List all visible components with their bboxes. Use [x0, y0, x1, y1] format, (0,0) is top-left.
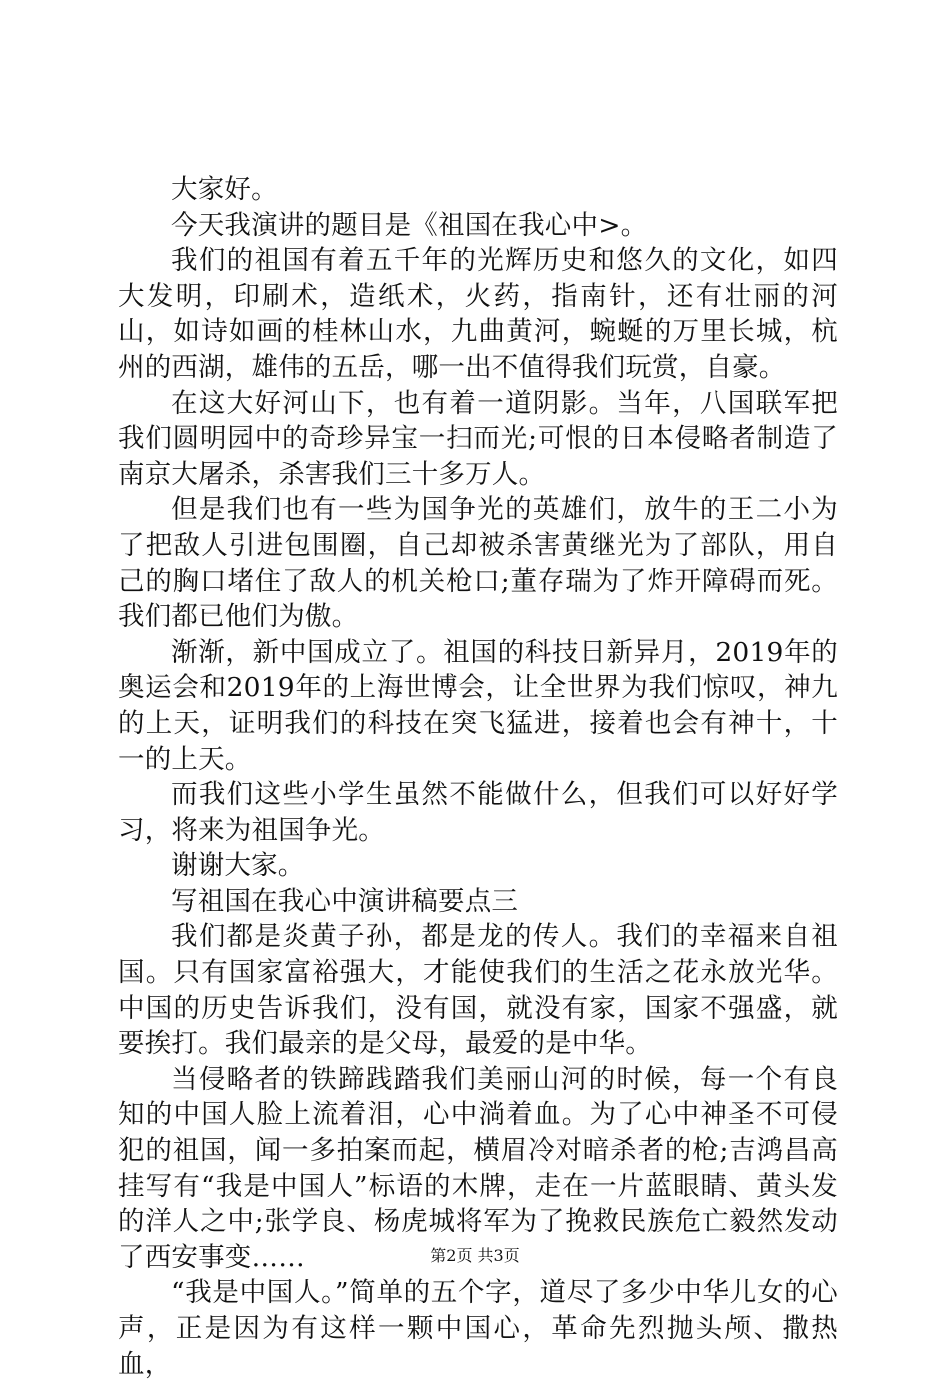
paragraph-topic: 今天我演讲的题目是《祖国在我心中>。	[171, 209, 648, 241]
paragraph-chinese-heart: “我是中国人。”简单的五个字，道尽了多少中华儿女的心声，正是因为有这样一颗中国心，革命先烈抛头颅、撒热血，	[118, 1277, 838, 1380]
paragraph-invaders: 当侵略者的铁蹄践踏我们美丽山河的时候，每一个有良知的中国人脸上流着泪，心中淌着血。为了心中神圣不可侵犯的祖国，闻一多拍案而起，横眉冷对暗杀者的枪;吉鸿昌高挂写有“我是中国人”标语的木牌，走在一片蓝眼睛、黄头发的洋人之中;张学良、杨虎城将军为了挽救民族危亡毅然发动了西安事变……	[118, 1063, 838, 1273]
page-number-footer: 第2页 共3页	[430, 1246, 520, 1265]
paragraph-heroes: 但是我们也有一些为国争光的英雄们，放牛的王二小为了把敌人引进包围圈，自己却被杀害黄继光为了部队，用自己的胸口堵住了敌人的机关枪口;董存瑞为了炸开障碍而死。我们都已他们为傲。	[118, 494, 838, 633]
section-heading: 写祖国在我心中演讲稿要点三	[171, 885, 519, 917]
document-body	[118, 172, 838, 1382]
paragraph-thanks: 谢谢大家。	[171, 850, 305, 882]
paragraph-shadow: 在这大好河山下，也有着一道阴影。当年，八国联军把我们圆明园中的奇珍异宝一扫而光;可恨的日本侵略者制造了南京大屠杀，杀害我们三十多万人。	[118, 387, 838, 490]
paragraph-greeting: 大家好。	[171, 174, 278, 205]
paragraph-new-china: 渐渐，新中国成立了。祖国的科技日新异月，2019年的奥运会和2019年的上海世博会，让全世界为我们惊叹，神九的上天，证明我们的科技在突飞猛进，接着也会有神十，十一的上天。	[118, 636, 838, 775]
paragraph-students: 而我们这些小学生虽然不能做什么，但我们可以好好学习，将来为祖国争光。	[118, 779, 838, 846]
paragraph-descendants: 我们都是炎黄子孙，都是龙的传人。我们的幸福来自祖国。只有国家富裕强大，才能使我们的生活之花永放光华。中国的历史告诉我们，没有国，就没有家，国家不强盛，就要挨打。我们最亲的是父母，最爱的是中华。	[118, 921, 838, 1060]
paragraph-history: 我们的祖国有着五千年的光辉历史和悠久的文化，如四大发明，印刷术，造纸术，火药，指南针，还有壮丽的河山，如诗如画的桂林山水，九曲黄河，蜿蜒的万里长城，杭州的西湖，雄伟的五岳，哪一出不值得我们玩赏，自豪。	[118, 245, 838, 383]
